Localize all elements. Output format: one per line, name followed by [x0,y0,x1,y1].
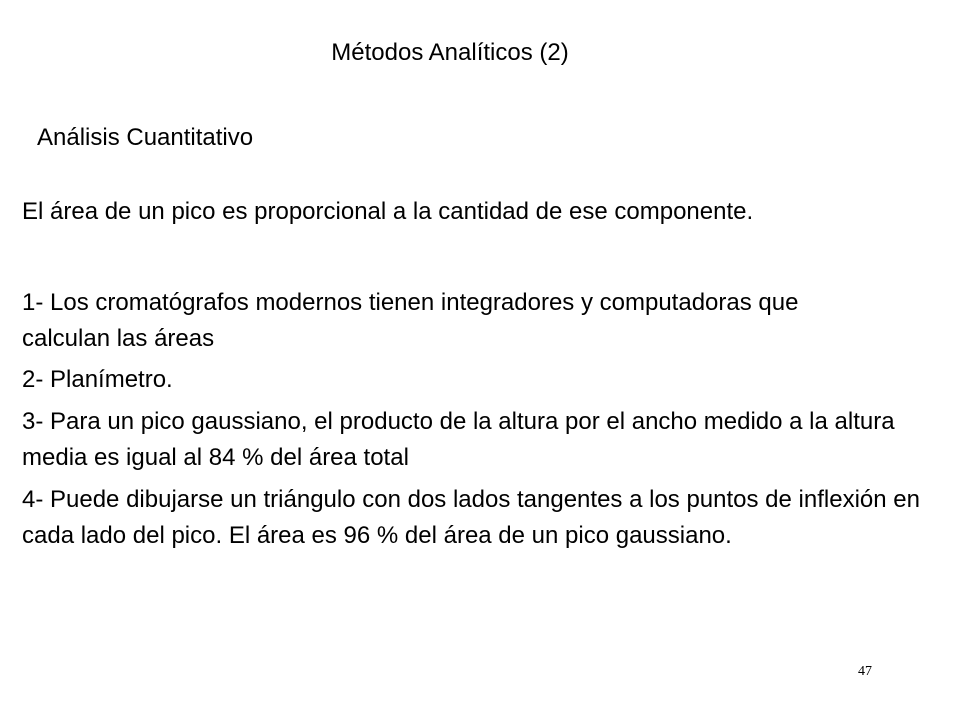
list-item: 1- Los cromatógrafos modernos tienen integradores y computadoras que calculan las áreas [22,289,799,352]
slide-subtitle: Análisis Cuantitativo [37,124,254,151]
slide-title: Métodos Analíticos (2) [331,39,569,66]
list-item: 4- Puede dibujarse un triángulo con dos lados tangentes a los puntos de inflexión en cada lado del pico. El área es 96 % del área de un pico gaussiano. [22,486,920,549]
list-item: 2- Planímetro. [22,366,173,393]
page-number: 47 [858,664,872,679]
intro-paragraph: El área de un pico es proporcional a la cantidad de ese componente. [22,198,754,225]
list-item: 3- Para un pico gaussiano, el producto de la altura por el ancho medido a la altura media es igual al 84 % del área total [22,408,895,471]
